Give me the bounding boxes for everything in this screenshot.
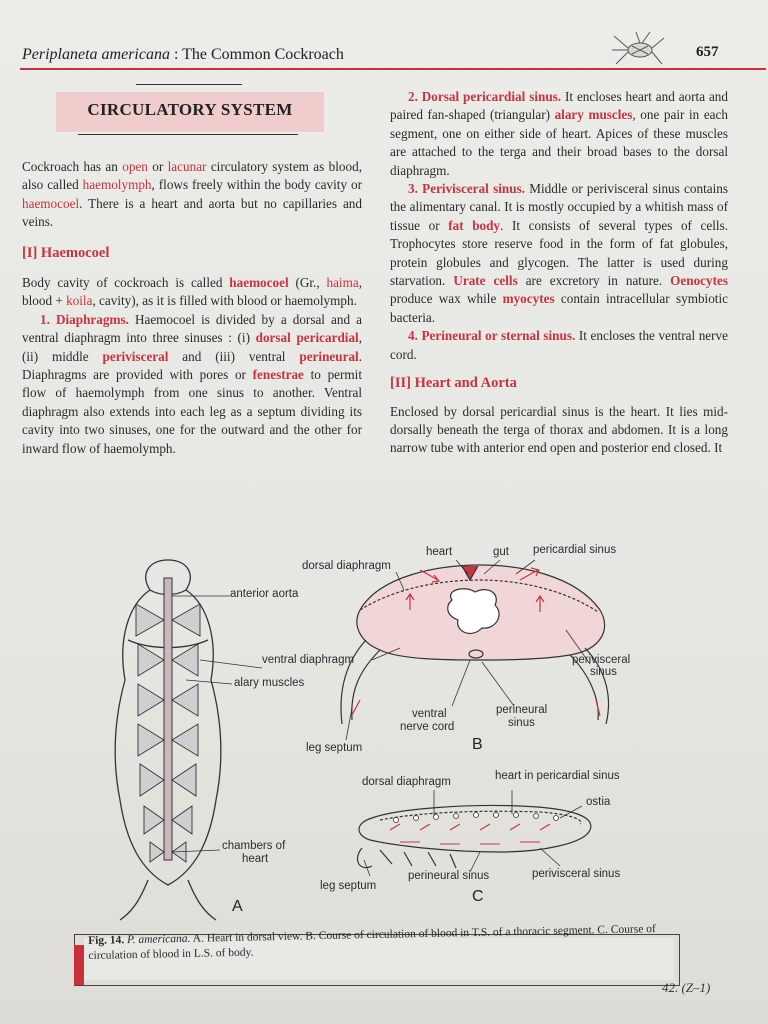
perineural-sinus-paragraph: 4. Perineural or sternal sinus. It encloses the ventral nerve cord. [390,328,728,362]
footer-code: 42. (Z–1) [662,980,711,995]
label-chambers-of-heart-2: heart [242,853,269,865]
label-perivisceral-sinus-1: perivisceral [572,654,631,666]
heading-haemocoel: [I] Haemocoel [22,244,110,261]
label-perineural-sinus-2: sinus [508,717,535,729]
caption-accent-strip [74,945,84,985]
label-pericardial-sinus: pericardial sinus [533,544,617,556]
heart-paragraph: Enclosed by dorsal pericardial sinus is the heart. It lies mid-dorsally beneath the terga of thorax and abdomen. It is a long narrow tube with anterior end open and posterior end closed. It [390,403,728,456]
label-gut: gut [493,546,509,558]
label-alary-muscles: alary muscles [234,677,305,689]
header-species: Periplaneta americana [22,46,170,63]
figure-caption: Fig. 14. P. americana. A. Heart in dorsal view. B. Course of circulation of blood in T.S. of a thoracic segment. C. Course of circulation of blood in L.S. of body. [88,923,656,962]
label-ostia: ostia [586,796,611,808]
haemocoel-paragraph: Body cavity of cockroach is called haemocoel (Gr., haima, blood + koila, cavity), as it is filled with blood or haemolymph. [22,275,362,309]
label-leg-septum-b: leg septum [306,742,363,754]
label-heart-in-pericardial-sinus: heart in pericardial sinus [495,770,620,782]
page-number: 657 [696,44,719,60]
label-heart: heart [426,546,453,558]
label-perineural-sinus-1: perineural [496,704,548,716]
label-perineural-sinus-c: perineural sinus [408,870,490,882]
pericardial-sinus-paragraph: 2. Dorsal pericardial sinus. It encloses heart and aorta and paired fan-shaped (triangular) alary muscles, one pair in each segment, one on either side of heart. Apices of these muscles are attached to the terga and their broad bases to the dorsal diaphragm. [390,89,728,178]
diagram-c-ostia [394,813,559,823]
figure-letter-b: B [472,736,483,753]
label-anterior-aorta: anterior aorta [230,588,299,600]
label-dorsal-diaphragm-c: dorsal diaphragm [362,776,451,788]
section-title: CIRCULATORY SYSTEM [87,100,293,119]
label-ventral-nerve-cord-2: nerve cord [400,721,455,733]
figure-letter-c: C [472,888,484,905]
diagram-a-heart [164,578,172,860]
diagram-c-leaders [364,790,582,876]
label-leg-septum-c: leg septum [320,880,377,892]
diagram-b [341,565,608,724]
intro-paragraph: Cockroach has an open or lacunar circulatory system as blood, also called haemolymph, flows freely within the body cavity or haemocoel. There is a heart and aorta but no capillaries and veins. [22,159,362,230]
diagram-c-arrows [390,824,550,844]
header-rest: : The Common Cockroach [169,46,344,63]
label-dorsal-diaphragm: dorsal diaphragm [302,560,391,572]
label-ventral-diaphragm: ventral diaphragm [262,654,355,666]
heading-heart-aorta: [II] Heart and Aorta [390,375,517,392]
label-chambers-of-heart-1: chambers of [222,840,286,852]
diaphragms-paragraph: 1. Diaphragms. Haemocoel is divided by a dorsal and a ventral diaphragm into three sinuses : (i) dorsal pericardial, (ii) middle perivisceral and (iii) ventral perineural. Diaphragms are provided with pores or fenestrae to permit flow of haemolymph from one sinus to another. Ventral diaphragm also extends into each leg as a septum dividing its cavity into two sinuses, one for the outward and the other for inward flow of haemolymph. [22,311,363,456]
figure-letter-a: A [232,898,243,915]
label-perivisceral-sinus-c: perivisceral sinus [532,868,621,880]
perivisceral-sinus-paragraph: 3. Perivisceral sinus. Middle or perivisceral sinus contains the alimentary canal. It is mostly occupied by a whitish mass of tissue or fat body. It consists of several types of cells. Trophocytes store reserve food in the form of fat globules, protein globules and glycogen. The latter is used during starvation. Urate cells are excretory in nature. Oenocytes produce wax while myocytes contain intracellular symbiotic bacteria. [390,181,729,325]
label-perivisceral-sinus-2: sinus [590,666,617,678]
label-ventral-nerve-cord-1: ventral [412,708,447,720]
